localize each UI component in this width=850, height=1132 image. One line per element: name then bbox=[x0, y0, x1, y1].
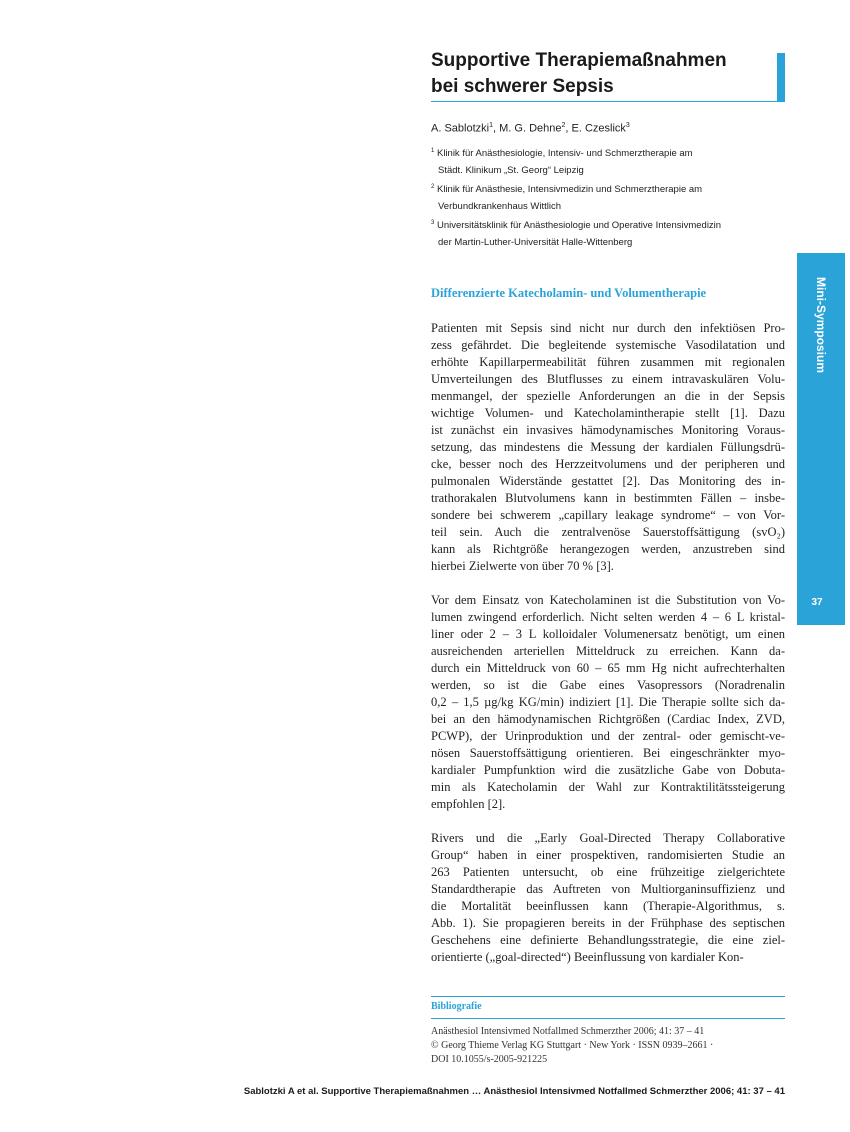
bibliography-rule-top bbox=[431, 996, 785, 997]
body-line: kardialer Pumpfunktion wird die zusätzliche Gabe von Dobuta- bbox=[431, 763, 785, 777]
body-line: ist zunächst ein invasives hämodynamisches Monitoring Voraus- bbox=[431, 423, 785, 437]
body-line: setzung, das mindestens die Messung der kardialen Füllungsdrü- bbox=[431, 440, 785, 454]
author-name: E. Czeslick bbox=[571, 122, 626, 135]
body-paragraph bbox=[431, 830, 785, 966]
body-line: Geschehens eine definierte Behandlungsstrategie, die eine ziel- bbox=[431, 933, 785, 947]
bibliography-line: Anästhesiol Intensivmed Notfallmed Schmerzther 2006; 41: 37 – 41 bbox=[431, 1026, 705, 1037]
body-line: empfohlen [2]. bbox=[431, 797, 506, 811]
affiliation-line bbox=[431, 179, 791, 198]
body-line: teil sein. Auch die zentralvenöse Sauerstoffsättigung (svO₂) bbox=[431, 525, 785, 539]
body-line: pulmonalen Widerstände gestattet [2]. Das Monitoring des in- bbox=[431, 474, 785, 488]
title-accent-bar bbox=[777, 53, 785, 101]
body-line: PCWP), der Urinproduktion und der zentral- oder gemischt-ve- bbox=[431, 729, 785, 743]
section-heading: Differenzierte Katecholamin- und Volumentherapie bbox=[431, 286, 707, 300]
affiliation-line: Verbundkrankenhaus Wittlich bbox=[438, 201, 562, 213]
bibliography-details bbox=[431, 1025, 785, 1067]
body-line: Group“ haben in einer prospektiven, randomisierten Studie an bbox=[431, 848, 785, 862]
side-tab-label: Mini-Symposium bbox=[814, 277, 828, 374]
section-side-tab bbox=[797, 253, 845, 625]
body-line: orientierte („goal-directed“) Beeinflussung von kardialer Kon- bbox=[431, 950, 744, 964]
bibliography-line: DOI 10.1055/s-2005-921225 bbox=[431, 1054, 548, 1065]
bibliography-heading: Bibliografie bbox=[431, 1001, 482, 1012]
article-title-line-1: Supportive Therapiemaßnahmen bbox=[431, 50, 727, 71]
body-line: liner oder 2 – 3 L kolloidaler Volumenersatz benötigt, um einen bbox=[431, 627, 785, 641]
body-line: nösen Sauerstoffsättigung orientieren. Bei eingeschränkter myo- bbox=[431, 746, 785, 760]
author-list: A. Sablotzki$^1$, M. G. Dehne$^2$, E. Czeslick$^3$ bbox=[431, 122, 630, 135]
body-line: Vor dem Einsatz von Katecholaminen ist die Substitution von Vo- bbox=[431, 593, 785, 607]
body-line: hierbei Zielwerte von über 70 % [3]. bbox=[431, 559, 614, 573]
body-line: Standardtherapie das Auftreten von Multiorganinsuffizienz und bbox=[431, 882, 785, 896]
body-text bbox=[431, 320, 785, 983]
affiliation-line: Städt. Klinikum „St. Georg“ Leipzig bbox=[438, 165, 584, 177]
body-line: bei an den hämodynamischen Richtgrößen (Cardiac Index, ZVD, bbox=[431, 712, 785, 726]
body-line: Patienten mit Sepsis sind nicht nur durch den infektiösen Pro- bbox=[431, 321, 785, 335]
body-paragraph bbox=[431, 592, 785, 813]
affiliation-text: Klinik für Anästhesiologie, Intensiv- und Schmerztherapie am bbox=[436, 148, 693, 160]
body-line: menmangel, der spezielle Anforderungen an die in der Sepsis bbox=[431, 389, 785, 403]
affiliation-text: Klinik für Anästhesie, Intensivmedizin und Schmerztherapie am bbox=[436, 184, 703, 196]
affiliation-number: 1 bbox=[431, 148, 435, 154]
body-line: kann als Richtgröße herangezogen werden, anzustreben sind bbox=[431, 542, 785, 556]
article-title-line-2: bei schwerer Sepsis bbox=[431, 76, 614, 97]
bibliography-rule bbox=[431, 1018, 785, 1019]
body-line: cke, besser noch des Herzzeitvolumens und der peripheren und bbox=[431, 457, 785, 471]
body-line: lumen zwingend erforderlich. Nicht selten werden 4 – 6 L kristal- bbox=[431, 610, 785, 624]
affiliation-number: 3 bbox=[431, 220, 435, 227]
author-affiliation-mark: 3 bbox=[625, 122, 630, 129]
body-line: Umverteilungen des Blutflusses zu einem intravaskulären Volu- bbox=[431, 372, 785, 386]
body-line: Rivers und die „Early Goal-Directed Therapy Collaborative bbox=[431, 831, 785, 845]
body-line: zess gefährdet. Die begleitende systemische Vasodilatation und bbox=[431, 338, 785, 352]
body-line: 263 Patienten untersucht, ob eine frühzeitige zielgerichtete bbox=[431, 865, 785, 879]
author-name: A. Sablotzki bbox=[431, 122, 490, 135]
body-line: werden, so ist die Gabe eines Vasopressors (Noradrenalin bbox=[431, 678, 785, 692]
body-line: sondere bei schwerem „capillary leakage syndrome“ – von Vor- bbox=[431, 508, 785, 522]
affiliation-line: der Martin-Luther-Universität Halle-Wittenberg bbox=[438, 237, 633, 249]
author-affiliation-mark: 1 bbox=[489, 122, 493, 129]
body-line: die Mortalität beeinflussen kann (Therapie-Algorithmus, s. bbox=[431, 899, 785, 913]
body-paragraph bbox=[431, 320, 785, 575]
affiliation-line bbox=[431, 215, 791, 234]
affiliation-text: Universitätsklinik für Anästhesiologie und Operative Intensivmedizin bbox=[436, 220, 722, 232]
article-title bbox=[431, 48, 771, 100]
page-number: 37 bbox=[811, 597, 823, 608]
affiliation-line bbox=[431, 143, 791, 162]
body-line: wichtige Volumen- und Katecholamintherapie stellt [1]. Dazu bbox=[431, 406, 785, 420]
body-line: durch ein Mitteldruck von 60 – 65 mm Hg nicht aufrechterhalten bbox=[431, 661, 785, 675]
affiliation-list bbox=[431, 143, 791, 251]
running-footer: Sablotzki A et al. Supportive Therapiemaßnahmen … Anästhesiol Intensivmed Notfallmed Schmerzther 2006; 41: 37 – 41 bbox=[243, 1086, 785, 1097]
body-line: 0,2 – 1,5 µg/kg KG/min) indiziert [1]. Die Therapie sollte sich da- bbox=[431, 695, 785, 709]
body-line: Abb. 1). Sie propagieren bereits in der Frühphase des septischen bbox=[431, 916, 785, 930]
author-affiliation-mark: 2 bbox=[561, 122, 566, 129]
body-line: ausreichenden arteriellen Mitteldruck zu erreichen. Kann da- bbox=[431, 644, 785, 658]
body-line: trathorakalen Blutvolumens kann in bestimmten Fällen – insbe- bbox=[431, 491, 785, 505]
author-name: M. G. Dehne bbox=[499, 122, 562, 135]
affiliation-number: 2 bbox=[431, 184, 435, 191]
body-line: erhöhte Kapillarpermeabilität führen zusammen mit regionalen bbox=[431, 355, 785, 369]
bibliography-line: © Georg Thieme Verlag KG Stuttgart · New York · ISSN 0939–2661 · bbox=[431, 1040, 714, 1051]
title-rule bbox=[431, 101, 785, 102]
body-line: min als Katecholamin der Wahl zur Kontraktilitätssteigerung bbox=[431, 780, 785, 794]
